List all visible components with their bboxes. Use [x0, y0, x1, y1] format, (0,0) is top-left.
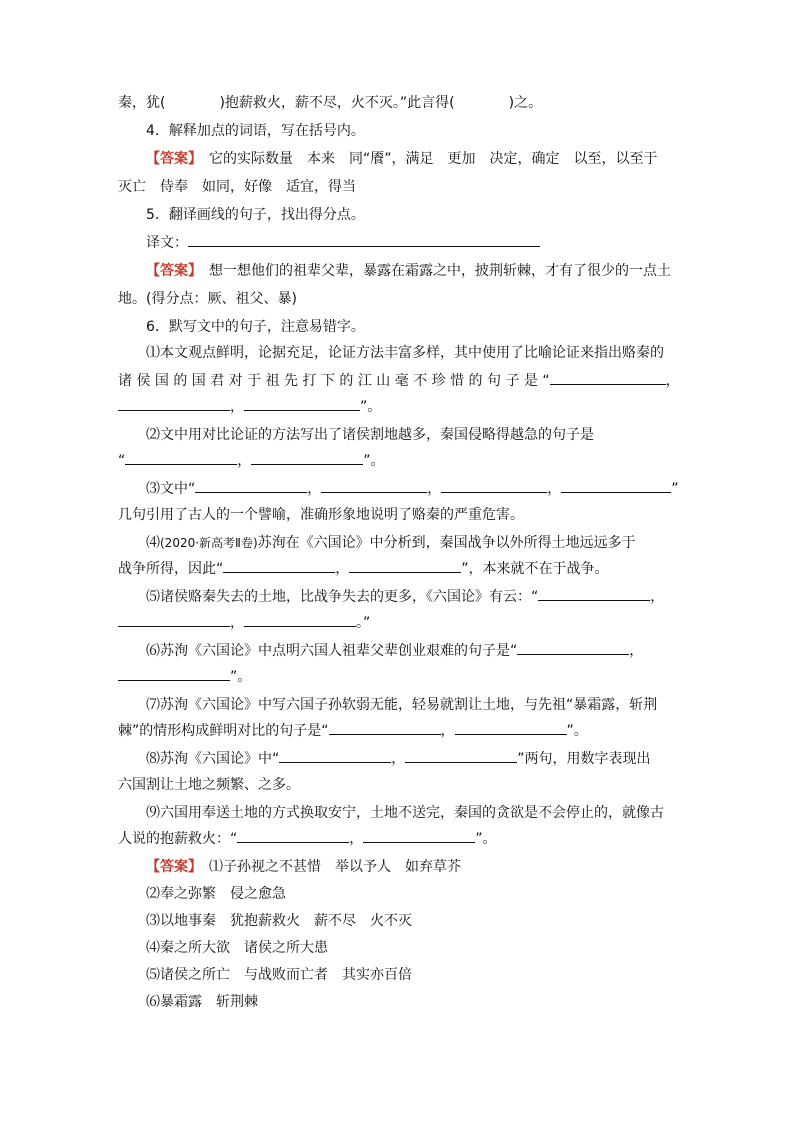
comma: ， [230, 615, 244, 631]
blank[interactable] [517, 641, 629, 655]
close-quote: ”。 [360, 399, 382, 415]
blank[interactable] [118, 613, 230, 627]
q6-s1-text: 诸 侯 国 的 国 君 对 于 祖 先 打 下 的 江 山 毫 不 珍 惜 的 句 子 是 “ [118, 373, 550, 389]
blank[interactable] [321, 479, 427, 493]
q6-answer-2: ⑵奉之弥繁 侵之愈急 [146, 886, 286, 902]
q4-answer-text1: 它的实际数量 本来 同“餍”，满足 更加 决定，确定 以至，以至于 [209, 151, 658, 167]
blank[interactable] [244, 613, 356, 627]
q6-answer-1: ⑴子孙视之不甚惜 举以予人 如弃草芥 [209, 859, 461, 875]
q6-s4-line1 [146, 533, 636, 553]
q5-translate-line [146, 233, 540, 253]
q3-tail-text-a: 秦，犹( [118, 95, 166, 111]
answer-tag: 【答案】 [146, 151, 195, 167]
q6-s5-line2 [118, 613, 370, 633]
q4-answer-line2: 灭亡 侍奉 如同，好像 适宜，得当 [118, 179, 356, 195]
q6-s4-source: (2020·新高考Ⅱ卷) [160, 536, 258, 550]
q6-s9-line2 [118, 829, 497, 849]
q6-s2-line2: “ ， ”。 [118, 453, 385, 469]
q3-tail-line [118, 93, 542, 113]
blank[interactable] [363, 829, 475, 843]
comma: ， [230, 399, 244, 415]
blank[interactable] [195, 479, 307, 493]
comma: ， [665, 373, 680, 389]
comma: ， [650, 589, 665, 605]
comma: ， [349, 831, 364, 847]
blank[interactable] [244, 397, 360, 411]
comma: ， [335, 561, 350, 577]
q6-s1-line1: ⑴本文观点鲜明，论据充足，论证方法丰富多样，其中使用了比喻论证来指出赂秦的 [146, 345, 664, 361]
q6-s9-line1: ⑼六国用奉送土地的方式换取安宁，土地不送完，秦国的贪欲是不会停止的，就像古 [146, 805, 664, 821]
q6-s9-text: 人说的抱薪救火：“ [118, 831, 238, 847]
blank[interactable] [538, 587, 650, 601]
q6-answer-line1 [146, 857, 461, 877]
comma: ， [629, 643, 644, 659]
q5-answer-text1: 想一想他们的祖辈父辈，暴露在霜露之中，披荆斩棘，才有了很少的一点土 [209, 263, 671, 279]
blank[interactable] [118, 667, 230, 681]
q6-s3-line2: 几句引用了古人的一个譬喻，准确形象地说明了赂秦的严重危害。 [118, 507, 524, 523]
translate-label: 译文： [146, 235, 188, 251]
q6-s8-line2: 六国割让土地之频繁、之多。 [118, 777, 300, 793]
close-quote: ”。 [566, 723, 588, 739]
q6-s8-line1 [146, 749, 651, 769]
comma: ， [547, 481, 562, 497]
comma: ， [391, 751, 406, 767]
close-quote: ”。 [363, 453, 385, 469]
comma: ， [307, 481, 322, 497]
q4-answer-line1 [146, 149, 658, 169]
answer-tag: 【答案】 [146, 263, 195, 279]
q6-answer-6: ⑹暴霜露 斩荆棘 [146, 994, 258, 1010]
q6-answer-3: ⑶以地事秦 犹抱薪救火 薪不尽 火不灭 [146, 913, 412, 929]
q6-prompt: 6．默写文中的句子，注意易错字。 [146, 319, 365, 335]
q6-s4-text: 苏洵在《六国论》中分析到，秦国战争以外所得土地远远多于 [257, 535, 636, 551]
q6-s3-text: ⑶文中“ [146, 481, 196, 497]
close-quote: 。” [356, 615, 371, 631]
blank[interactable] [455, 721, 567, 735]
q3-tail-text-b: )抱薪救火，薪不尽，火不灭。”此言得( [219, 95, 455, 111]
q6-s8-text2: ”两句，用数字表现出 [517, 751, 651, 767]
q6-s6-line2 [118, 667, 251, 687]
q6-answer-5: ⑸诸侯之所亡 与战败而亡者 其实亦百倍 [146, 967, 412, 983]
q5-answer-line2: 地。(得分点：厥、祖父、暴) [118, 291, 297, 307]
blank[interactable] [405, 749, 517, 763]
blank[interactable] [349, 559, 461, 573]
comma: ， [427, 481, 442, 497]
q6-s4-text2: 战争所得，因此“ [118, 561, 224, 577]
q6-s6-text: ⑹苏洵《六国论》中点明六国人祖辈父辈创业艰难的句子是“ [146, 643, 518, 659]
blank[interactable] [329, 721, 441, 735]
answer-tag: 【答案】 [146, 859, 195, 875]
blank[interactable] [125, 451, 237, 465]
q3-tail-text-c: )之。 [508, 95, 543, 111]
q6-s3-line1: ⑶文中“ ， ， ， ” [146, 481, 679, 497]
q4-prompt: 4．解释加点的词语，写在括号内。 [146, 123, 365, 139]
blank[interactable] [251, 451, 363, 465]
q6-s4-num: ⑷ [146, 535, 160, 551]
q6-s1-line3 [118, 397, 381, 417]
blank[interactable] [279, 749, 391, 763]
close-quote: ”。 [230, 669, 252, 685]
q6-s8-text: ⑻苏洵《六国论》中“ [146, 751, 280, 767]
blank[interactable] [118, 397, 230, 411]
blank[interactable] [237, 829, 349, 843]
q6-s6-line1 [146, 641, 643, 661]
q6-s4-line2 [118, 559, 609, 579]
q5-answer-line1 [146, 261, 671, 281]
close-quote: ”。 [475, 831, 497, 847]
q6-s1-line2 [118, 371, 680, 391]
q6-s5-line1 [146, 587, 664, 607]
blank[interactable] [550, 371, 666, 385]
q6-s5-text: ⑸诸侯赂秦失去的土地，比战争失去的更多，《六国论》有云：“ [146, 589, 539, 605]
q6-s7-text: 棘”的情形构成鲜明对比的句子是“ [118, 723, 329, 739]
q6-s2-line1: ⑵文中用对比论证的方法写出了诸侯割地越多，秦国侵略得越急的句子是 [146, 427, 594, 443]
comma: ， [237, 453, 252, 469]
q6-answer-4: ⑷秦之所大欲 诸侯之所大患 [146, 940, 328, 956]
blank[interactable] [441, 479, 547, 493]
q6-s7-line2 [118, 721, 588, 741]
blank[interactable] [223, 559, 335, 573]
q6-s7-line1: ⑺苏洵《六国论》中写六国子孙软弱无能，轻易就割让土地，与先祖“暴霜露，斩荆 [146, 697, 658, 713]
q6-s4-text3: ”，本来就不在于战争。 [461, 561, 609, 577]
q5-prompt: 5．翻译画线的句子，找出得分点。 [146, 207, 365, 223]
blank[interactable] [561, 479, 671, 493]
translate-blank[interactable] [188, 233, 540, 247]
comma: ， [440, 723, 455, 739]
